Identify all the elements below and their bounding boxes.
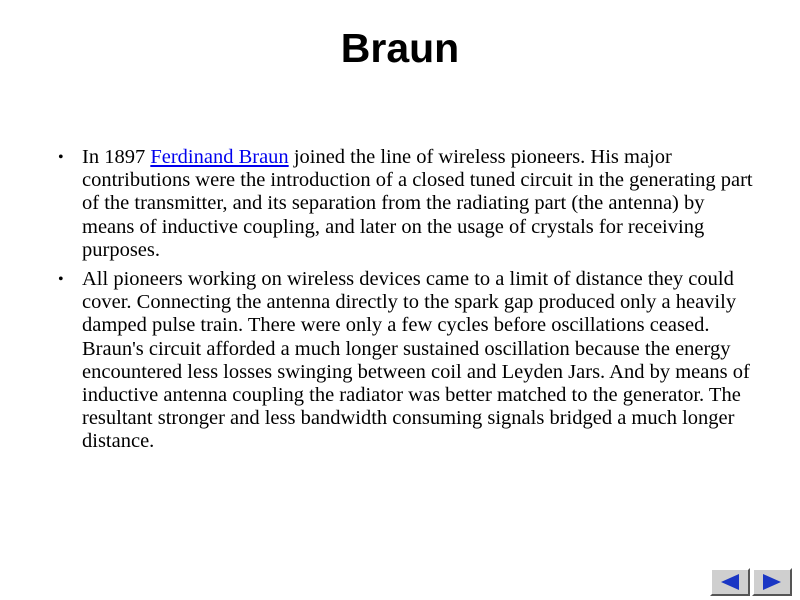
ferdinand-braun-link[interactable]: Ferdinand Braun bbox=[150, 146, 289, 168]
paragraph-text: joined the line of wireless pioneers. His major contributions were the introduction of a closed tuned circuit in the generating part of the transmitter, and its separation from the radiating part (the antenna) by means of inductive coupling, and later on the usage of crystals for receiving purposes. bbox=[82, 146, 753, 261]
list-item bbox=[56, 146, 756, 262]
bullet-icon: • bbox=[58, 149, 64, 166]
paragraph-text: In 1897 bbox=[82, 146, 151, 168]
arrow-right-icon bbox=[760, 573, 784, 591]
arrow-left-icon bbox=[718, 573, 742, 591]
next-slide-button[interactable] bbox=[752, 568, 792, 596]
previous-slide-button[interactable] bbox=[710, 568, 750, 596]
bullet-list bbox=[56, 146, 756, 460]
list-item bbox=[56, 268, 756, 454]
paragraph-text: All pioneers working on wireless devices came to a limit of distance they could cover. Connecting the antenna directly to the spark gap produced only a heavily damped pulse train. There were only a few cycles before oscillations ceased. Braun's circuit afforded a much longer sustained oscillation because the energy encountered less losses swinging between coil and Leyden Jars. And by means of inductive antenna coupling the radiator was better matched to the generator. The resultant stronger and less bandwidth consuming signals bridged a much longer distance. bbox=[82, 268, 750, 453]
slide-title: Braun bbox=[340, 25, 460, 71]
slide-navigation bbox=[710, 568, 792, 596]
bullet-icon: • bbox=[58, 271, 64, 289]
